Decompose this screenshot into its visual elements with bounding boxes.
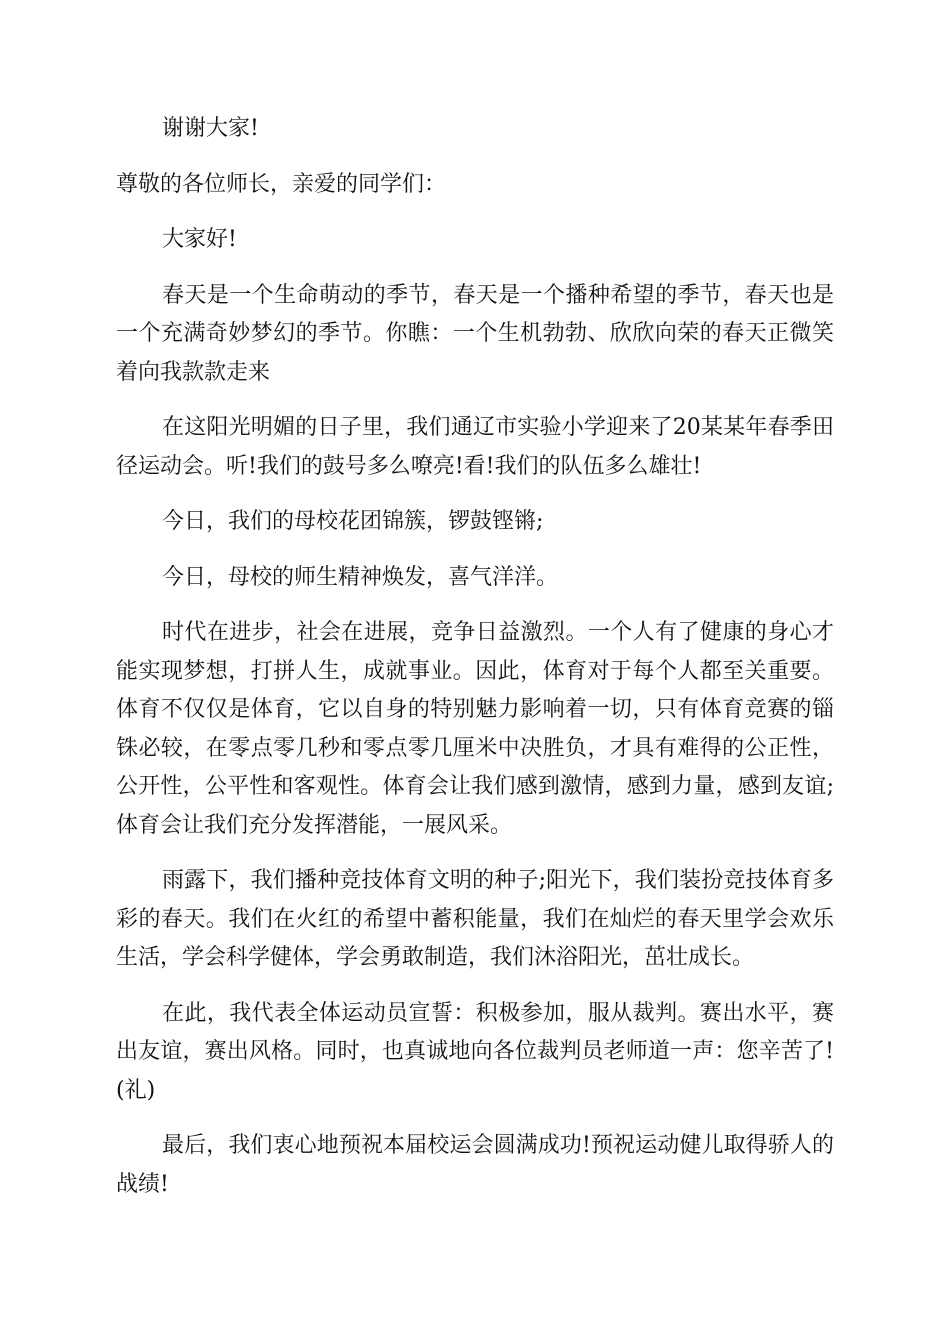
paragraph-wishes: 最后，我们衷心地预祝本届校运会圆满成功!预祝运动健儿取得骄人的战绩! xyxy=(116,1133,834,1197)
paragraph-oath: 在此，我代表全体运动员宣誓：积极参加，服从裁判。赛出水平，赛出友谊，赛出风格。同时，也真诚地向各位裁判员老师道一声：您辛苦了!(礼) xyxy=(116,1000,834,1103)
paragraph-sports-meet: 在这阳光明媚的日子里，我们通辽市实验小学迎来了20某某年春季田径运动会。听!我们的鼓号多么嘹亮!看!我们的队伍多么雄壮! xyxy=(116,415,834,479)
closing-thanks: 谢谢大家! xyxy=(162,116,259,141)
document-body xyxy=(116,110,834,1221)
salutation: 尊敬的各位师长，亲爱的同学们： xyxy=(116,171,447,197)
paragraph-sports-importance: 时代在进步，社会在进展，竞争日益激烈。一个人有了健康的身心才能实现梦想，打拼人生，成就事业。因此，体育对于每个人都至关重要。体育不仅仅是体育，它以自身的特别魅力影响着一切，只有体育竞赛的锱铢必较，在零点零几秒和零点零几厘米中决胜负，才具有难得的公正性，公开性，公平性和客观性。体育会让我们感到激情，感到力量，感到友谊;体育会让我们充分发挥潜能，一展风采。 xyxy=(116,620,834,838)
paragraph-today-teachers: 今日，母校的师生精神焕发，喜气洋洋。 xyxy=(162,564,559,590)
greeting: 大家好! xyxy=(162,227,237,252)
paragraph-seeds: 雨露下，我们播种竞技体育文明的种子;阳光下，我们装扮竞技体育多彩的春天。我们在火红的希望中蓄积能量，我们在灿烂的春天里学会欢乐生活，学会科学健体，学会勇敢制造，我们沐浴阳光，茁壮成长。 xyxy=(116,868,834,970)
paragraph-spring: 春天是一个生命萌动的季节，春天是一个播种希望的季节，春天也是一个充满奇妙梦幻的季节。你瞧：一个生机勃勃、欣欣向荣的春天正微笑着向我款款走来 xyxy=(116,282,834,385)
paragraph-today-school: 今日，我们的母校花团锦簇，锣鼓铿锵; xyxy=(162,509,544,534)
